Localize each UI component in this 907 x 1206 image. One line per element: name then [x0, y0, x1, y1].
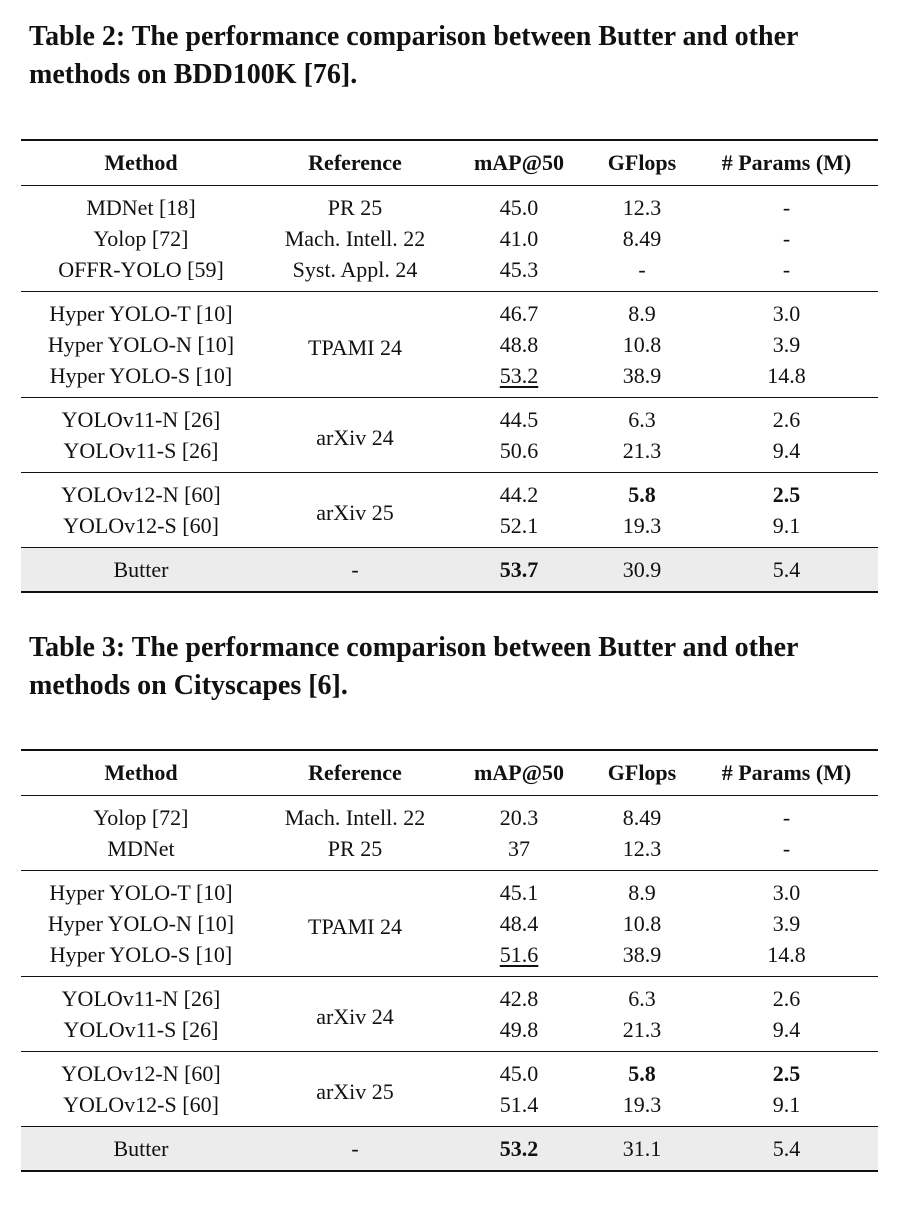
map-cell [449, 254, 589, 292]
method-cell: Hyper YOLO-S [10] [49, 362, 233, 388]
map-cell [449, 1014, 589, 1052]
gflops-cell: 10.8 [622, 331, 662, 357]
table-3-caption: Table 3: The performance comparison between Butter and other methods on Cityscapes [6]. [29, 632, 798, 701]
map-header: mAP@50 [473, 760, 565, 785]
reference-cell: TPAMI 24 [308, 334, 402, 360]
map-value: 46.7 [499, 300, 539, 326]
map-header: mAP@50 [473, 150, 565, 175]
gflops-cell: 8.49 [622, 804, 662, 830]
map-cell [449, 329, 589, 360]
reference-cell: TPAMI 24 [308, 913, 402, 939]
reference-cell: arXiv 25 [316, 500, 394, 525]
map-value: 45.3 [499, 256, 539, 282]
header-row [21, 140, 878, 186]
gflops-header: GFlops [607, 760, 677, 785]
map-cell: 53.2 [449, 1127, 589, 1172]
method-cell: Yolop [72] [93, 225, 189, 251]
map-cell [449, 473, 589, 511]
gflops-cell: 19.3 [622, 1091, 662, 1117]
header-row [21, 750, 878, 796]
reference-cell: Mach. Intell. 22 [284, 804, 426, 830]
table-row [21, 360, 878, 398]
gflops-cell: 8.49 [622, 225, 662, 251]
map-value: 45.0 [499, 1060, 539, 1086]
params-cell: 5.4 [695, 1127, 878, 1172]
method-cell: YOLOv12-N [60] [61, 481, 221, 507]
row-group [21, 292, 878, 398]
gflops-cell: 8.9 [628, 300, 656, 326]
row-group [21, 1052, 878, 1127]
method-cell: YOLOv11-N [26] [61, 985, 221, 1011]
map-cell [449, 871, 589, 909]
map-cell [449, 398, 589, 436]
params-header: # Params (M) [721, 150, 852, 175]
map-cell [449, 292, 589, 330]
params-cell: 3.0 [772, 300, 801, 326]
params-cell: 2.6 [772, 985, 801, 1011]
method-cell: OFFR-YOLO [59] [58, 256, 224, 282]
reference-cell: Syst. Appl. 24 [292, 256, 418, 282]
butter-row [21, 1127, 878, 1172]
gflops-cell: 8.9 [628, 879, 656, 905]
method-header: Method [104, 150, 178, 175]
table-row [21, 1014, 878, 1052]
gflops-header: GFlops [607, 150, 677, 175]
params-cell: - [782, 835, 791, 861]
table-row [21, 329, 878, 360]
map-value: 44.5 [499, 406, 539, 432]
method-cell: Butter [21, 1127, 261, 1172]
map-cell [449, 1089, 589, 1127]
map-value: 48.4 [499, 910, 539, 936]
table-row [21, 292, 878, 330]
params-header: # Params (M) [721, 760, 852, 785]
gflops-cell: 30.9 [589, 548, 695, 593]
table-row [21, 1089, 878, 1127]
table-row [21, 939, 878, 977]
map-cell: 53.7 [449, 548, 589, 593]
method-cell: YOLOv12-S [60] [63, 1091, 219, 1117]
table-row [21, 398, 878, 436]
method-cell: YOLOv11-N [26] [61, 406, 221, 432]
map-cell [449, 1052, 589, 1090]
gflops-cell: - [638, 256, 646, 282]
map-value: 20.3 [499, 804, 539, 830]
table-row [21, 186, 878, 224]
map-value: 44.2 [499, 481, 539, 507]
map-cell [449, 360, 589, 398]
params-cell: 3.9 [772, 331, 801, 357]
table-row [21, 796, 878, 834]
gflops-cell: 10.8 [622, 910, 662, 936]
params-cell: - [782, 256, 791, 282]
gflops-cell: 21.3 [622, 437, 662, 463]
reference-header: Reference [308, 760, 402, 785]
table-row [21, 254, 878, 292]
method-cell: Yolop [72] [93, 804, 189, 830]
params-cell: 9.4 [772, 437, 801, 463]
gflops-cell: 12.3 [622, 835, 662, 861]
table-row [21, 833, 878, 871]
row-group [21, 871, 878, 977]
row-group [21, 186, 878, 292]
params-cell: - [782, 804, 791, 830]
map-value: 49.8 [499, 1016, 539, 1042]
method-cell: YOLOv12-S [60] [63, 512, 219, 538]
gflops-cell: 31.1 [589, 1127, 695, 1172]
map-cell [449, 939, 589, 977]
gflops-cell: 6.3 [628, 406, 656, 432]
map-cell [449, 186, 589, 224]
map-cell [449, 908, 589, 939]
params-cell: 2.5 [772, 1060, 801, 1086]
map-value: 37 [508, 835, 530, 861]
table-3 [21, 749, 878, 1172]
reference-cell: arXiv 25 [316, 1079, 394, 1104]
butter-group [21, 1127, 878, 1172]
table-row [21, 871, 878, 909]
params-cell: 14.8 [767, 941, 806, 967]
gflops-cell: 21.3 [622, 1016, 662, 1042]
table-row [21, 473, 878, 511]
map-cell [449, 510, 589, 548]
params-cell: - [782, 194, 791, 220]
map-value: 48.8 [499, 331, 539, 357]
table-row [21, 435, 878, 473]
gflops-cell: 19.3 [622, 512, 662, 538]
map-cell [449, 223, 589, 254]
method-cell: Hyper YOLO-T [10] [49, 879, 233, 905]
reference-cell: arXiv 24 [316, 425, 394, 450]
params-cell: 3.0 [772, 879, 801, 905]
method-cell: YOLOv11-S [26] [63, 437, 219, 463]
map-value: 41.0 [499, 225, 539, 251]
params-cell: 5.4 [695, 548, 878, 593]
params-cell: 14.8 [767, 362, 806, 388]
table-row [21, 510, 878, 548]
table-row [21, 1052, 878, 1090]
map-value: 52.1 [499, 512, 539, 538]
butter-row [21, 548, 878, 593]
method-cell: MDNet [18] [86, 194, 196, 220]
map-value: 42.8 [499, 985, 539, 1011]
params-cell: 3.9 [772, 910, 801, 936]
table-2-caption: Table 2: The performance comparison between Butter and other methods on BDD100K [76]. [29, 21, 798, 90]
row-group [21, 796, 878, 871]
method-cell: YOLOv12-N [60] [61, 1060, 221, 1086]
params-cell: - [782, 225, 791, 251]
method-cell: MDNet [107, 835, 175, 861]
reference-cell: - [261, 548, 449, 593]
map-value: 51.4 [499, 1091, 539, 1117]
method-cell: Hyper YOLO-N [10] [47, 910, 235, 936]
reference-cell: Mach. Intell. 22 [284, 225, 426, 251]
gflops-cell: 12.3 [622, 194, 662, 220]
gflops-cell: 5.8 [628, 1060, 656, 1086]
method-cell: Hyper YOLO-T [10] [49, 300, 233, 326]
params-cell: 9.1 [772, 512, 801, 538]
reference-cell: - [261, 1127, 449, 1172]
params-cell: 9.1 [772, 1091, 801, 1117]
gflops-cell: 38.9 [622, 941, 662, 967]
reference-cell: arXiv 24 [316, 1004, 394, 1029]
map-cell [449, 977, 589, 1015]
map-value: 53.2 [499, 362, 539, 388]
gflops-cell: 5.8 [628, 481, 656, 507]
reference-cell: PR 25 [327, 835, 383, 861]
gflops-cell: 6.3 [628, 985, 656, 1011]
method-cell: Butter [21, 548, 261, 593]
row-group [21, 398, 878, 473]
row-group [21, 977, 878, 1052]
method-header: Method [104, 760, 178, 785]
map-value: 51.6 [499, 941, 539, 967]
method-cell: Hyper YOLO-S [10] [49, 941, 233, 967]
table-row [21, 223, 878, 254]
map-value: 45.1 [499, 879, 539, 905]
map-cell [449, 796, 589, 834]
map-cell [449, 833, 589, 871]
gflops-cell: 38.9 [622, 362, 662, 388]
method-cell: Hyper YOLO-N [10] [47, 331, 235, 357]
reference-header: Reference [308, 150, 402, 175]
params-cell: 2.5 [772, 481, 801, 507]
map-value: 50.6 [499, 437, 539, 463]
params-cell: 9.4 [772, 1016, 801, 1042]
table-row [21, 977, 878, 1015]
butter-group [21, 548, 878, 593]
table-row [21, 908, 878, 939]
table-2 [21, 139, 878, 593]
reference-cell: PR 25 [327, 194, 383, 220]
params-cell: 2.6 [772, 406, 801, 432]
row-group [21, 473, 878, 548]
map-cell [449, 435, 589, 473]
map-value: 45.0 [499, 194, 539, 220]
method-cell: YOLOv11-S [26] [63, 1016, 219, 1042]
